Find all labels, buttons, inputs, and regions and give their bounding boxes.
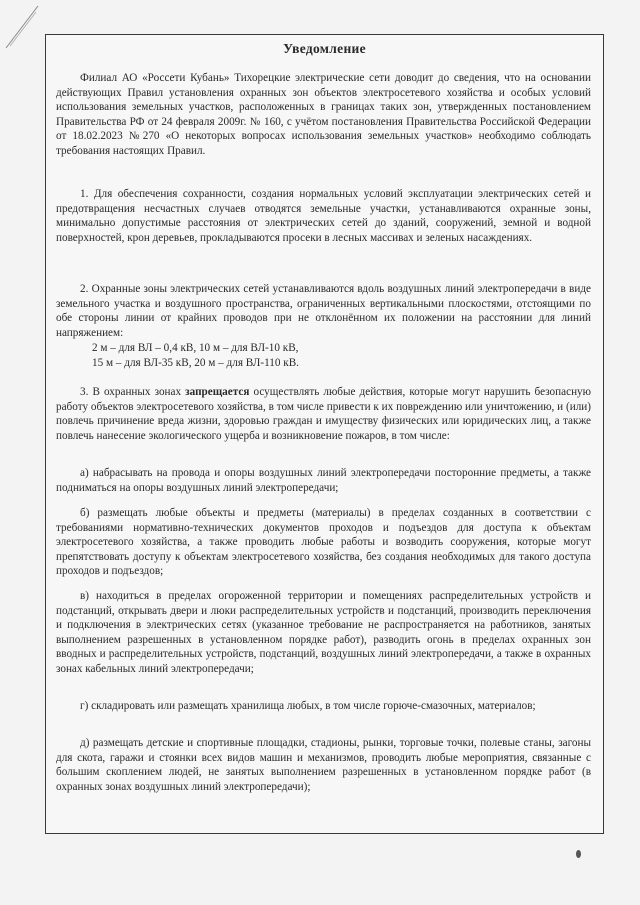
intro-paragraph: Филиал АО «Россети Кубань» Тихорецкие электрические сети доводит до сведения, что на основании действующих Правил установления охранных зон объектов электросетевого хозяйства и особых условий использования земельных участков, расположенных в границах таких зон, утвержденных постановлением Правительства РФ от 24 февраля 2009г. № 160, с учётом постановления Правительства Российской Федерации от 18.02.2023 №270 «О некоторых вопросах использования земельных участков» необходимо соблюдать требования настоящих Правил. bbox=[56, 72, 591, 157]
paragraph-3-text: осуществлять любые действия, которые могут нарушить безопасную работу объектов электросетевого хозяйства, в том числе привести к их повреждению или уничтожению, и (или) повлечь причинение вреда жизни, здоровью граждан и имуществу физических или юридических лиц, а также повлечь нанесение экологического ущерба и возникновение пожаров, в том числе: bbox=[56, 386, 592, 442]
paragraph-3-prefix: 3. В охранных зонах bbox=[80, 386, 186, 398]
item-d: д) размещать детские и спортивные площадки, стадионы, рынки, торговые точки, полевые станы, загоны для скота, гаражи и стоянки всех видов машин и механизмов, проводить любые мероприятия, связанные с большим скоплением людей, не занятых выполнением разрешенных в установленном порядке работ (в охранных зонах воздушных линий электропередачи); bbox=[56, 737, 591, 793]
item-a: а) набрасывать на провода и опоры воздушных линий электропередачи посторонние предметы, а также подниматься на опоры воздушных линий электропередачи; bbox=[56, 467, 591, 494]
paragraph-1: 1. Для обеспечения сохранности, создания нормальных условий эксплуатации электрических сетей и предотвращения несчастных случаев отводятся земельные участки, устанавливаются охранные зоны, минимально допустимые расстояния от электрических сетей до зданий, сооружений, земной и водной поверхностей, крон деревьев, прокладываются просеки в лесных массивах и зеленых насаждениях. bbox=[56, 188, 591, 244]
item-g: г) складировать или размещать хранилища любых, в том числе горюче-смазочных, материалов; bbox=[80, 700, 536, 712]
paragraph-3 bbox=[56, 385, 591, 443]
item-b: б) размещать любые объекты и предметы (материалы) в пределах созданных в соответствии с требованиями нормативно-технических документов проходов и подъездов для доступа к объектам электросетевого хозяйства, а также проводить любые работы и возводить сооружения, которые могут препятствовать доступу к объектам электросетевого хозяйства, без создания необходимых для такого доступа проходов и подъездов; bbox=[56, 507, 591, 578]
page-title: Уведомление bbox=[283, 41, 366, 56]
distance-line-1: 2 м – для ВЛ – 0,4 кВ, 10 м – для ВЛ-10 кВ, bbox=[92, 342, 299, 354]
notice-document bbox=[45, 34, 604, 834]
item-v: в) находиться в пределах огороженной территории и помещениях распределительных устройств и подстанций, открывать двери и люки распределительных устройств и подстанций, производить переключения и подключения в электрических сетях (указанное требование не распространяется на работников, занятых выполнением разрешенных в установленном порядке работ), разводить огонь в пределах охранных зон вводных и распределительных устройств, подстанций, воздушных линий электропередачи, а также в охранных зонах кабельных линий электропередачи; bbox=[56, 590, 591, 675]
paragraph-2: 2. Охранные зоны электрических сетей устанавливаются вдоль воздушных линий электропередачи в виде земельного участка и воздушного пространства, ограниченных вертикальными плоскостями, отстоящими по обе стороны линии от крайних проводов при не отклонённом их положении на расстоянии для линий напряжением: bbox=[56, 283, 591, 339]
distance-list bbox=[92, 341, 299, 370]
scan-mark bbox=[576, 850, 581, 858]
distance-line-2: 15 м – для ВЛ-35 кВ, 20 м – для ВЛ-110 кВ. bbox=[92, 356, 299, 369]
prohibited-emphasis: запрещается bbox=[185, 386, 250, 398]
